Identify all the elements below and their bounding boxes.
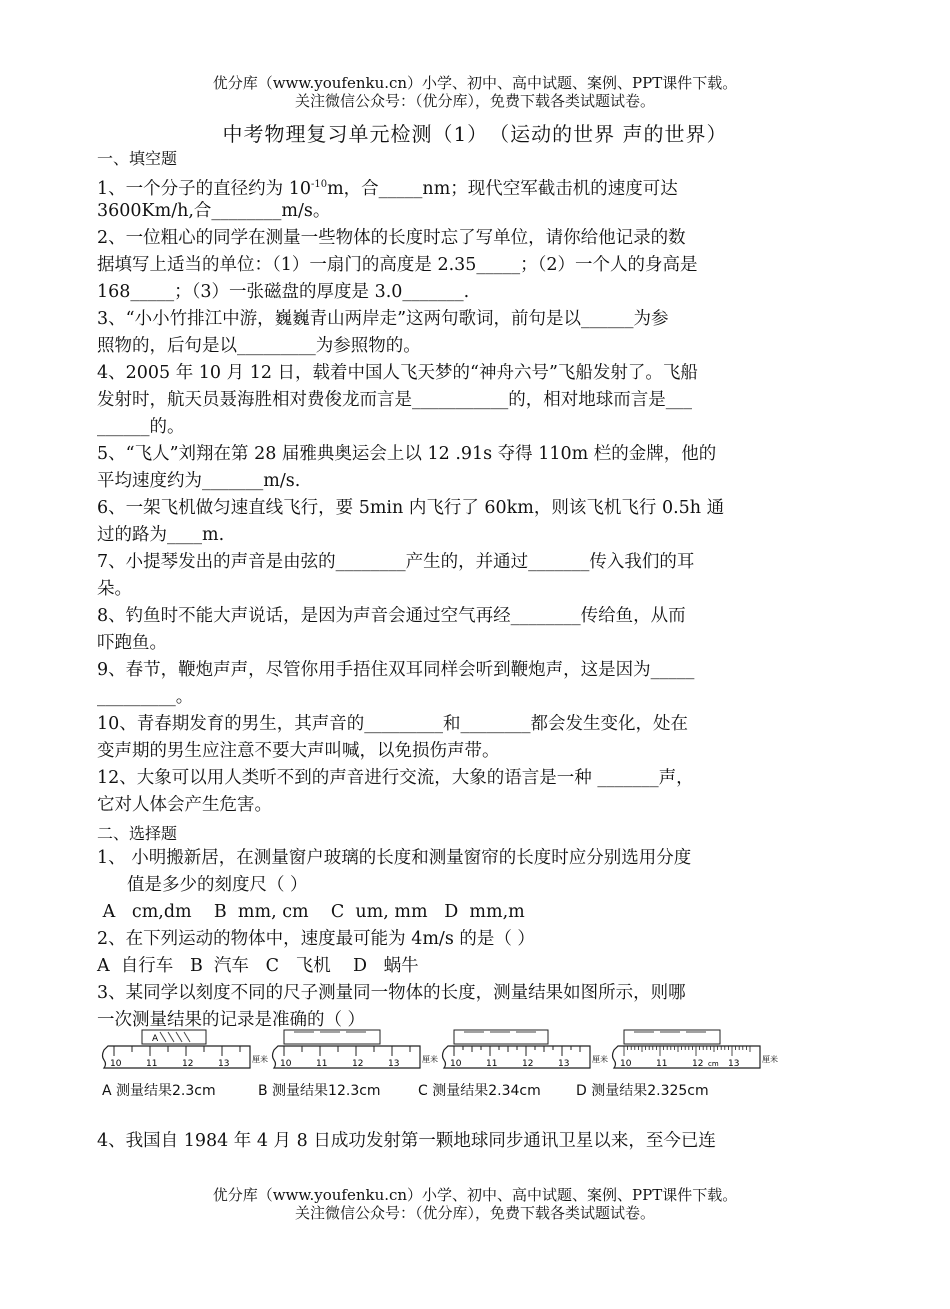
caption-c: C 测量结果2.34cm: [418, 1083, 541, 1099]
tick-label: 12: [522, 1059, 534, 1069]
tick-label: 13: [728, 1059, 740, 1069]
ruler-c-drawing: [440, 1028, 610, 1076]
ruler-ticks: [624, 1046, 750, 1056]
choice-q2-options: A 自行车 B 汽车 C 飞机 D 蜗牛: [97, 956, 419, 976]
unit-label: 厘米: [762, 1055, 778, 1064]
hatch-marks: [160, 1032, 190, 1042]
tick-label: 11: [656, 1059, 668, 1069]
question-line: 8、钓鱼时不能大声说话，是因为声音会通过空气再经________传给鱼，从而: [97, 606, 686, 626]
tick-label: 10: [110, 1059, 122, 1069]
tick-label: 12: [692, 1059, 704, 1069]
section-2-heading: 二、选择题: [97, 824, 178, 843]
unit-label: 厘米: [252, 1055, 268, 1064]
question-line: 4、2005 年 10 月 12 日，载着中国人飞天梦的“神舟六号”飞船发射了。飞船: [97, 363, 698, 383]
choice-q1-line-2: 值是多少的刻度尺（ ）: [127, 875, 308, 895]
question-line: 吓跑鱼。: [97, 633, 167, 653]
ruler-c: [440, 1028, 610, 1076]
question-line: 发射时，航天员聂海胜相对费俊龙而言是___________的，相对地球而言是___: [97, 390, 692, 410]
question-line: 朵。: [97, 579, 132, 599]
tick-label: 12: [182, 1059, 194, 1069]
question-line: 9、春节，鞭炮声声，尽管你用手捂住双耳同样会听到鞭炮声，这是因为_____: [97, 660, 695, 680]
tick-label: 10: [620, 1059, 632, 1069]
question-line: 平均速度约为_______m/s.: [97, 471, 301, 491]
question-line: 据填写上适当的单位：（1）一扇门的高度是 2.35_____；（2）一个人的身高是: [97, 255, 698, 275]
header-line-1: 优分库（www.youfenku.cn）小学、初中、高中试题、案例、PPT课件下载。: [212, 74, 738, 92]
tick-label: 10: [280, 1059, 292, 1069]
ruler-a: [100, 1028, 270, 1076]
question-line: 12、大象可以用人类听不到的声音进行交流，大象的语言是一种 _______声，: [97, 768, 694, 788]
caption-a: A 测量结果2.3cm: [102, 1083, 216, 1099]
ruler-d-drawing: [610, 1028, 780, 1076]
tick-label: 11: [316, 1059, 328, 1069]
question-line: ______的。: [97, 417, 185, 437]
ruler-ticks: [284, 1046, 410, 1056]
question-line: 过的路为____m.: [97, 525, 225, 545]
question-line: 6、一架飞机做匀速直线飞行，要 5min 内飞行了 60km，则该飞机飞行 0.5h 通: [97, 498, 725, 518]
question-line: 照物的，后句是以_________为参照物的。: [97, 336, 421, 356]
question-line: 3、“小小竹排江中游，巍巍青山两岸走”这两句歌词，前句是以______为参: [97, 309, 669, 329]
header-line-2: 关注微信公众号：（优分库），免费下载各类试题试卷。: [294, 92, 655, 110]
ruler-b: [270, 1028, 440, 1076]
question-1-line-1: 1、一个分子的直径约为 $10^{-10}m$，合_____nm；现代空军截击机的速度可达: [97, 178, 678, 199]
choice-q1-options: A cm,dm B mm, cm C um, mm D mm,m: [97, 902, 525, 922]
ruler-a-drawing: [100, 1028, 270, 1076]
footer-line-1: 优分库（www.youfenku.cn）小学、初中、高中试题、案例、PPT课件下载。: [212, 1186, 738, 1204]
question-line: 5、“飞人”刘翔在第 28 届雅典奥运会上以 12 .91s 夺得 110m 栏的金牌，他的: [97, 444, 717, 464]
page-title: 中考物理复习单元检测（1） （运动的世界 声的世界）: [222, 122, 728, 146]
unit-label: 厘米: [592, 1055, 608, 1064]
tick-label: 12: [352, 1059, 364, 1069]
tick-label: 10: [450, 1059, 462, 1069]
ruler-ticks: [114, 1046, 240, 1056]
tick-label: 11: [486, 1059, 498, 1069]
caption-d: D 测量结果2.325cm: [576, 1083, 709, 1099]
choice-q1-line-1: 1、 小明搬新居，在测量窗户玻璃的长度和测量窗帘的长度时应分别选用分度: [97, 848, 692, 868]
question-line: 2、一位粗心的同学在测量一些物体的长度时忘了写单位，请你给他记录的数: [97, 228, 686, 248]
ruler-d: [610, 1028, 780, 1076]
question-line: _________。: [97, 687, 194, 707]
caption-b: B 测量结果12.3cm: [258, 1083, 381, 1099]
tick-label: 11: [146, 1059, 158, 1069]
tick-label: 13: [388, 1059, 400, 1069]
unit-label: 厘米: [422, 1055, 438, 1064]
section-1-heading: 一、填空题: [97, 149, 178, 168]
tick-label: 13: [218, 1059, 230, 1069]
question-line: 3600Km/h,合________m/s。: [97, 201, 331, 221]
ruler-b-drawing: [270, 1028, 440, 1076]
tick-label: 13: [558, 1059, 570, 1069]
choice-q4: 4、我国自 1984 年 4 月 8 日成功发射第一颗地球同步通讯卫星以来，至今已连: [97, 1131, 716, 1151]
ruler-ticks: [454, 1046, 580, 1056]
cm-label: cm: [708, 1060, 719, 1068]
choice-q2: 2、在下列运动的物体中，速度最可能为 4m/s 的是（ ）: [97, 929, 535, 949]
footer-line-2: 关注微信公众号：（优分库），免费下载各类试题试卷。: [294, 1204, 655, 1222]
question-line: 7、小提琴发出的声音是由弦的________产生的，并通过_______传入我们的耳: [97, 552, 695, 572]
object-label: A: [152, 1034, 159, 1044]
choice-q3-line-2: 一次测量结果的记录是准确的（ ）: [97, 1010, 366, 1030]
question-line: 变声期的男生应注意不要大声叫喊，以免损伤声带。: [97, 741, 500, 761]
choice-q3-line-1: 3、某同学以刻度不同的尺子测量同一物体的长度，测量结果如图所示，则哪: [97, 983, 686, 1003]
question-line: 它对人体会产生危害。: [97, 795, 272, 815]
question-line: 10、青春期发育的男生，其声音的_________和________都会发生变化，处在: [97, 714, 689, 734]
ruler-figures: [100, 1028, 800, 1106]
question-line: 168_____；（3）一张磁盘的厚度是 3.0_______.: [97, 282, 470, 302]
